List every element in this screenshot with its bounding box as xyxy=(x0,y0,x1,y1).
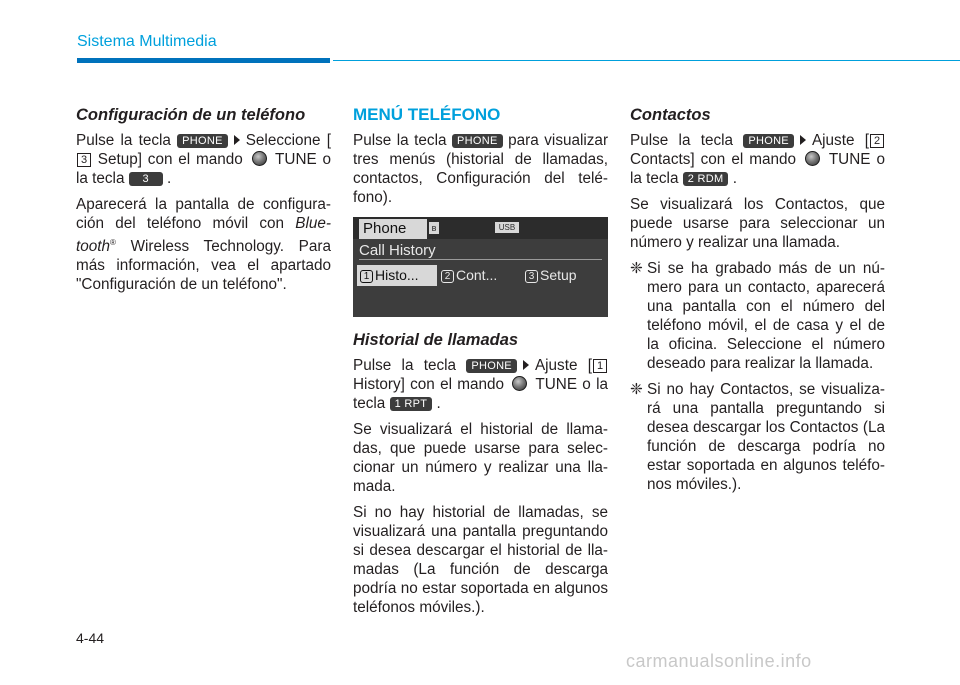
screen-divider xyxy=(359,259,602,260)
note-text: Si se ha grabado más de un número para un contacto, aparecerá una pantalla con el número del teléfono móvil, el de casa y el de la oficina. Seleccione el número deseado para realizar la llamada. xyxy=(647,260,885,372)
number-box-icon: 1 xyxy=(593,359,607,373)
heading-call-history: Historial de llamadas xyxy=(353,331,519,349)
text-span: TUNE o la tecla xyxy=(353,376,609,412)
column-phone-menu xyxy=(353,104,608,624)
phone-key-icon: PHONE xyxy=(743,134,794,148)
option-number-icon: 1 xyxy=(360,270,373,283)
note-symbol-icon: ❈ xyxy=(630,260,643,277)
number-box-icon: 3 xyxy=(77,153,91,167)
tune-knob-icon xyxy=(512,376,527,391)
usb-icon: USB xyxy=(495,222,519,233)
text-span: Setup] con el mando xyxy=(97,151,243,168)
option-label: Cont... xyxy=(456,267,498,283)
paragraph-call-history-download: Si no hay historial de llamadas, se visualizará una pantalla preguntando si desea descargar el historial de llamadas (La función de descarga podría no estar soportada en algunos teléfonos móviles.). xyxy=(353,504,608,616)
text-span: TUNE o la tecla xyxy=(76,151,331,187)
heading-phone-setup: Configuración de un teléfono xyxy=(76,106,306,124)
text-span: Contacts] con el mando xyxy=(630,151,797,168)
screen-option-history xyxy=(357,265,437,286)
phone-key-icon: PHONE xyxy=(452,134,503,148)
arrow-right-icon xyxy=(523,360,529,370)
key-2-rdm-icon: 2 RDM xyxy=(683,172,729,186)
note-symbol-icon: ❈ xyxy=(630,381,643,398)
screen-subtitle: Call History xyxy=(359,242,436,259)
bluetooth-brand-text: Bluetooth xyxy=(76,215,331,256)
note-text: Si no hay Contactos, se visualizará una pantalla preguntando si desea descargar los Contactos (La función de descarga podría no estar soportada en algunos teléfonos móviles.). xyxy=(647,381,885,493)
key-1-rpt-icon: 1 RPT xyxy=(390,397,433,411)
text-span: History] con el mando xyxy=(353,376,505,393)
paragraph-contacts-display: Se visualizará los Contactos, que puede usarse para seleccionar un número y realizar una llamada. xyxy=(630,196,885,251)
text-span: Ajuste [ xyxy=(811,132,869,149)
registered-mark: ® xyxy=(110,238,116,247)
tune-knob-icon xyxy=(805,151,820,166)
heading-contacts: Contactos xyxy=(630,106,711,124)
key-3-icon: 3 xyxy=(129,172,163,186)
text-span: . xyxy=(166,170,172,187)
paragraph-contacts-instructions xyxy=(630,131,885,188)
number-box-icon: 2 xyxy=(870,134,884,148)
text-span: Pulse la tecla xyxy=(630,132,734,149)
column-setup xyxy=(76,104,331,301)
header-bar-dark xyxy=(77,58,330,63)
tune-knob-icon xyxy=(252,151,267,166)
text-span: . xyxy=(732,170,737,187)
screen-option-contacts xyxy=(441,265,497,286)
option-label: Setup xyxy=(540,267,577,283)
option-label: Histo... xyxy=(375,267,419,283)
text-span: Seleccione [ xyxy=(245,132,332,149)
paragraph-setup-screen xyxy=(76,195,331,294)
option-number-icon: 3 xyxy=(525,270,538,283)
screen-title: Phone xyxy=(359,219,427,239)
text-span: Pulse la tecla xyxy=(353,132,447,149)
text-span: TUNE o la tecla xyxy=(630,151,885,187)
paragraph-call-history-instructions xyxy=(353,356,608,413)
column-contacts xyxy=(630,104,885,501)
header-bar-light xyxy=(333,60,960,61)
page-number: 4-44 xyxy=(76,630,105,646)
watermark: carmanualsonline.info xyxy=(626,651,812,671)
note-bullet xyxy=(630,259,885,373)
text-span: para visualizar tres menús (historial de llamadas, contactos, Configuración del teléfono). xyxy=(353,132,609,206)
paragraph-setup-instructions xyxy=(76,131,331,188)
option-number-icon: 2 xyxy=(441,270,454,283)
text-span: Pulse la tecla xyxy=(76,132,171,149)
phone-key-icon: PHONE xyxy=(466,359,517,373)
text-span: Wireless Technology. Para más información, vea el apartado "Configuración de un teléfono". xyxy=(76,238,331,294)
text-span: Ajuste [ xyxy=(534,357,592,374)
paragraph-phone-menu xyxy=(353,131,608,207)
bluetooth-icon: ʙ xyxy=(429,222,439,234)
phone-screen-image xyxy=(353,217,608,317)
heading-phone-menu: MENÚ TELÉFONO xyxy=(353,105,501,124)
note-bullet xyxy=(630,380,885,494)
text-span: Pulse la tecla xyxy=(353,357,457,374)
arrow-right-icon xyxy=(800,135,806,145)
phone-key-icon: PHONE xyxy=(177,134,228,148)
section-header-title: Sistema Multimedia xyxy=(77,33,217,50)
paragraph-call-history-display: Se visualizará el historial de llamadas, que puede usarse para seleccionar un número y realizar una llamada. xyxy=(353,421,608,495)
screen-option-setup xyxy=(525,265,577,286)
arrow-right-icon xyxy=(234,135,240,145)
text-span: . xyxy=(436,395,441,412)
text-span: Aparecerá la pantalla de configuración del teléfono móvil con xyxy=(76,196,331,232)
